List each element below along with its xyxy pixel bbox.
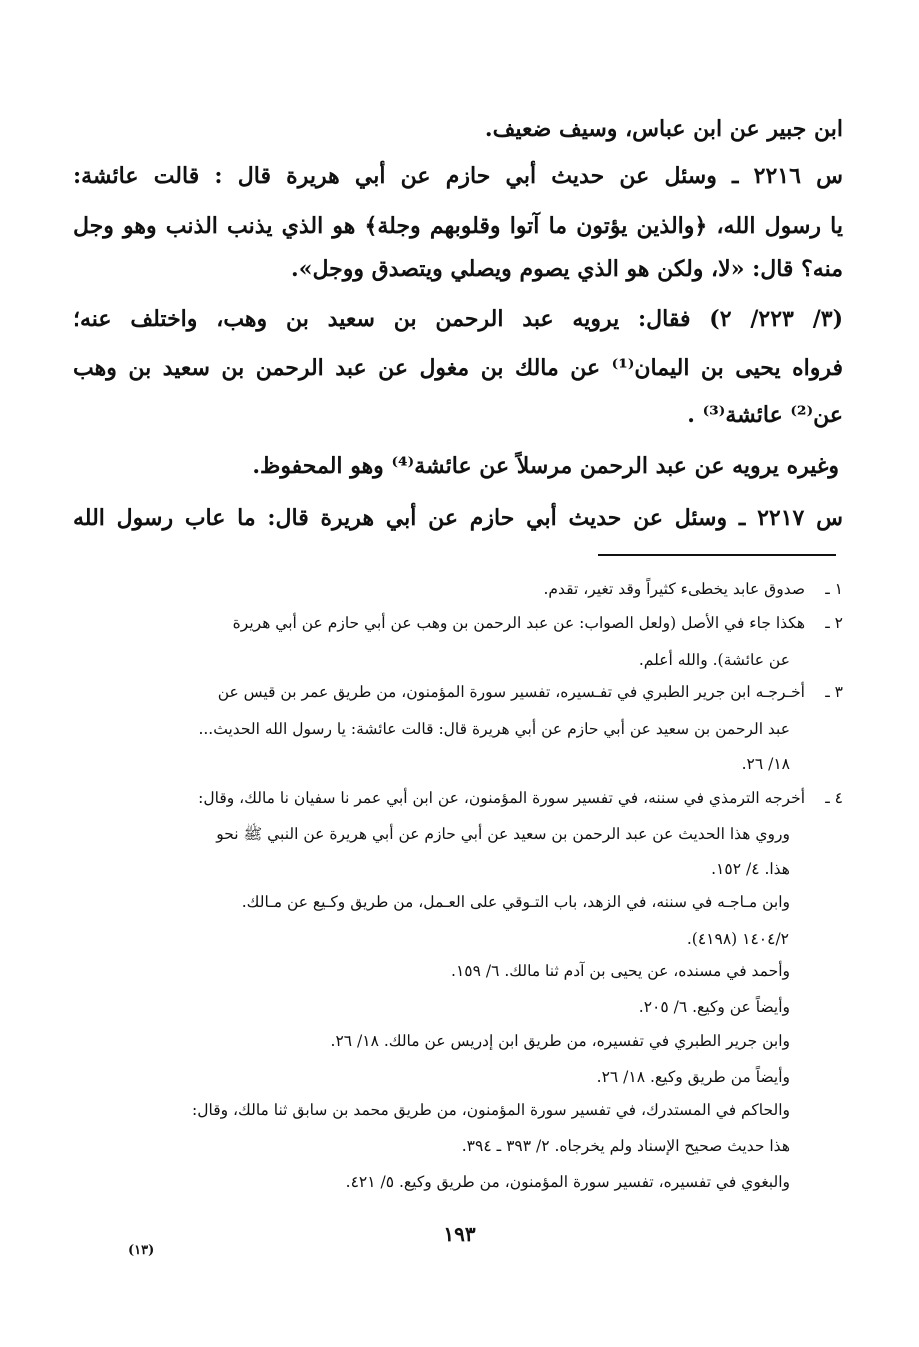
footnote-3-line-3: ١٨/ ٢٦.	[741, 755, 790, 773]
footnote-4-line-2: وروي هذا الحديث عن عبد الرحمن بن سعيد عن أبي حازم عن أبي هريرة عن النبي ﷺ نحو	[216, 825, 790, 843]
footnote-3-number: ٣ ـ	[825, 683, 843, 701]
main-text-line-7: عن⁽²⁾ عائشة⁽³⁾ .	[687, 402, 843, 428]
footnote-2-line-2: عن عائشة). والله أعلم.	[638, 651, 790, 669]
footnote-4-number: ٤ ـ	[825, 789, 843, 807]
footnote-1-number: ١ ـ	[825, 580, 843, 598]
footnote-4-line-10: والحاكم في المستدرك، في تفسير سورة المؤمنون، من طريق محمد بن سابق ثنا مالك، وقال:	[192, 1101, 790, 1119]
footnote-2-line-1: هكذا جاء في الأصل (ولعل الصواب: عن عبد الرحمن بن وهب عن أبي حازم عن أبي هريرة	[232, 614, 805, 632]
footnote-4-line-5: ١٤٠٤/٢ (٤١٩٨).	[686, 930, 789, 948]
main-text-line-4: منه؟ قال: «لا، ولكن هو الذي يصوم ويصلي ويتصدق ووجل».	[291, 256, 843, 282]
footnote-4-line-11: هذا حديث صحيح الإسناد ولم يخرجاه. ٢/ ٣٩٣ ـ ٣٩٤.	[461, 1137, 790, 1155]
main-text-line-3: يا رسول الله، ﴿والذين يؤتون ما آتوا وقلوبهم وجلة﴾ هو الذي يذنب الذنب وهو وجل	[73, 213, 843, 239]
footnote-2	[233, 611, 843, 635]
main-text-line-5: (٣/ ٢٢٣/ ٢) فقال: يرويه عبد الرحمن بن سعيد بن وهب، واختلف عنه؛	[73, 306, 843, 332]
footnote-4-line-7: وأيضاً عن وكيع. ٦/ ٢٠٥.	[638, 998, 790, 1016]
page-number: ١٩٣	[443, 1222, 476, 1246]
footnote-4-line-8: وابن جرير الطبري في تفسيره، من طريق ابن إدريس عن مالك. ١٨/ ٢٦.	[330, 1032, 790, 1050]
footnote-2-number: ٢ ـ	[825, 614, 843, 632]
signature-mark: (١٣)	[128, 1243, 155, 1258]
footnote-1-text: صدوق عابد يخطىء كثيراً وقد تغير، تقدم.	[543, 580, 805, 598]
footnote-4-line-3: هذا. ٤/ ١٥٢.	[711, 860, 790, 878]
main-text-line-6: فرواه يحيى بن اليمان⁽¹⁾ عن مالك بن مغول عن عبد الرحمن بن سعيد بن وهب	[73, 355, 843, 381]
footnote-4-line-1: أخرجه الترمذي في سننه، في تفسير سورة المؤمنون، عن ابن أبي عمر نا سفيان نا مالك، وقال:	[198, 789, 805, 807]
footnote-3	[218, 680, 843, 704]
footnote-3-line-1: أخـرجـه ابن جرير الطبري في تفـسيره، تفسير سورة المؤمنون، من طريق عمر بن قيس عن	[217, 683, 805, 701]
main-text-line-2: س ٢٢١٦ ـ وسئل عن حديث أبي حازم عن أبي هريرة قال : قالت عائشة:	[73, 163, 843, 189]
main-text-line-8: وغيره يرويه عن عبد الرحمن مرسلاً عن عائشة⁽⁴⁾ وهو المحفوظ.	[252, 453, 839, 479]
main-text-line-1: ابن جبير عن ابن عباس، وسيف ضعيف.	[484, 116, 843, 142]
footnote-3-line-2: عبد الرحمن بن سعيد عن أبي حازم عن أبي هريرة قال: قالت عائشة: يا رسول الله الحديث...	[198, 720, 790, 738]
footnote-4-line-9: وأيضاً من طريق وكيع. ١٨/ ٢٦.	[596, 1068, 790, 1086]
footnote-divider	[598, 554, 836, 556]
footnote-4-line-6: وأحمد في مسنده، عن يحيى بن آدم ثنا مالك. ٦/ ١٥٩.	[451, 962, 790, 980]
footnote-4	[198, 786, 843, 810]
main-text-line-9: س ٢٢١٧ ـ وسئل عن حديث أبي حازم عن أبي هريرة قال: ما عاب رسول الله	[73, 505, 844, 531]
footnote-1	[544, 577, 844, 601]
footnote-4-line-12: والبغوي في تفسيره، تفسير سورة المؤمنون، من طريق وكيع. ٥/ ٤٢١.	[345, 1173, 790, 1191]
footnote-4-line-4: وابن مـاجـه في سننه، في الزهد، باب التـوقي على العـمل، من طريق وكـيع عن مـالك.	[241, 893, 790, 911]
